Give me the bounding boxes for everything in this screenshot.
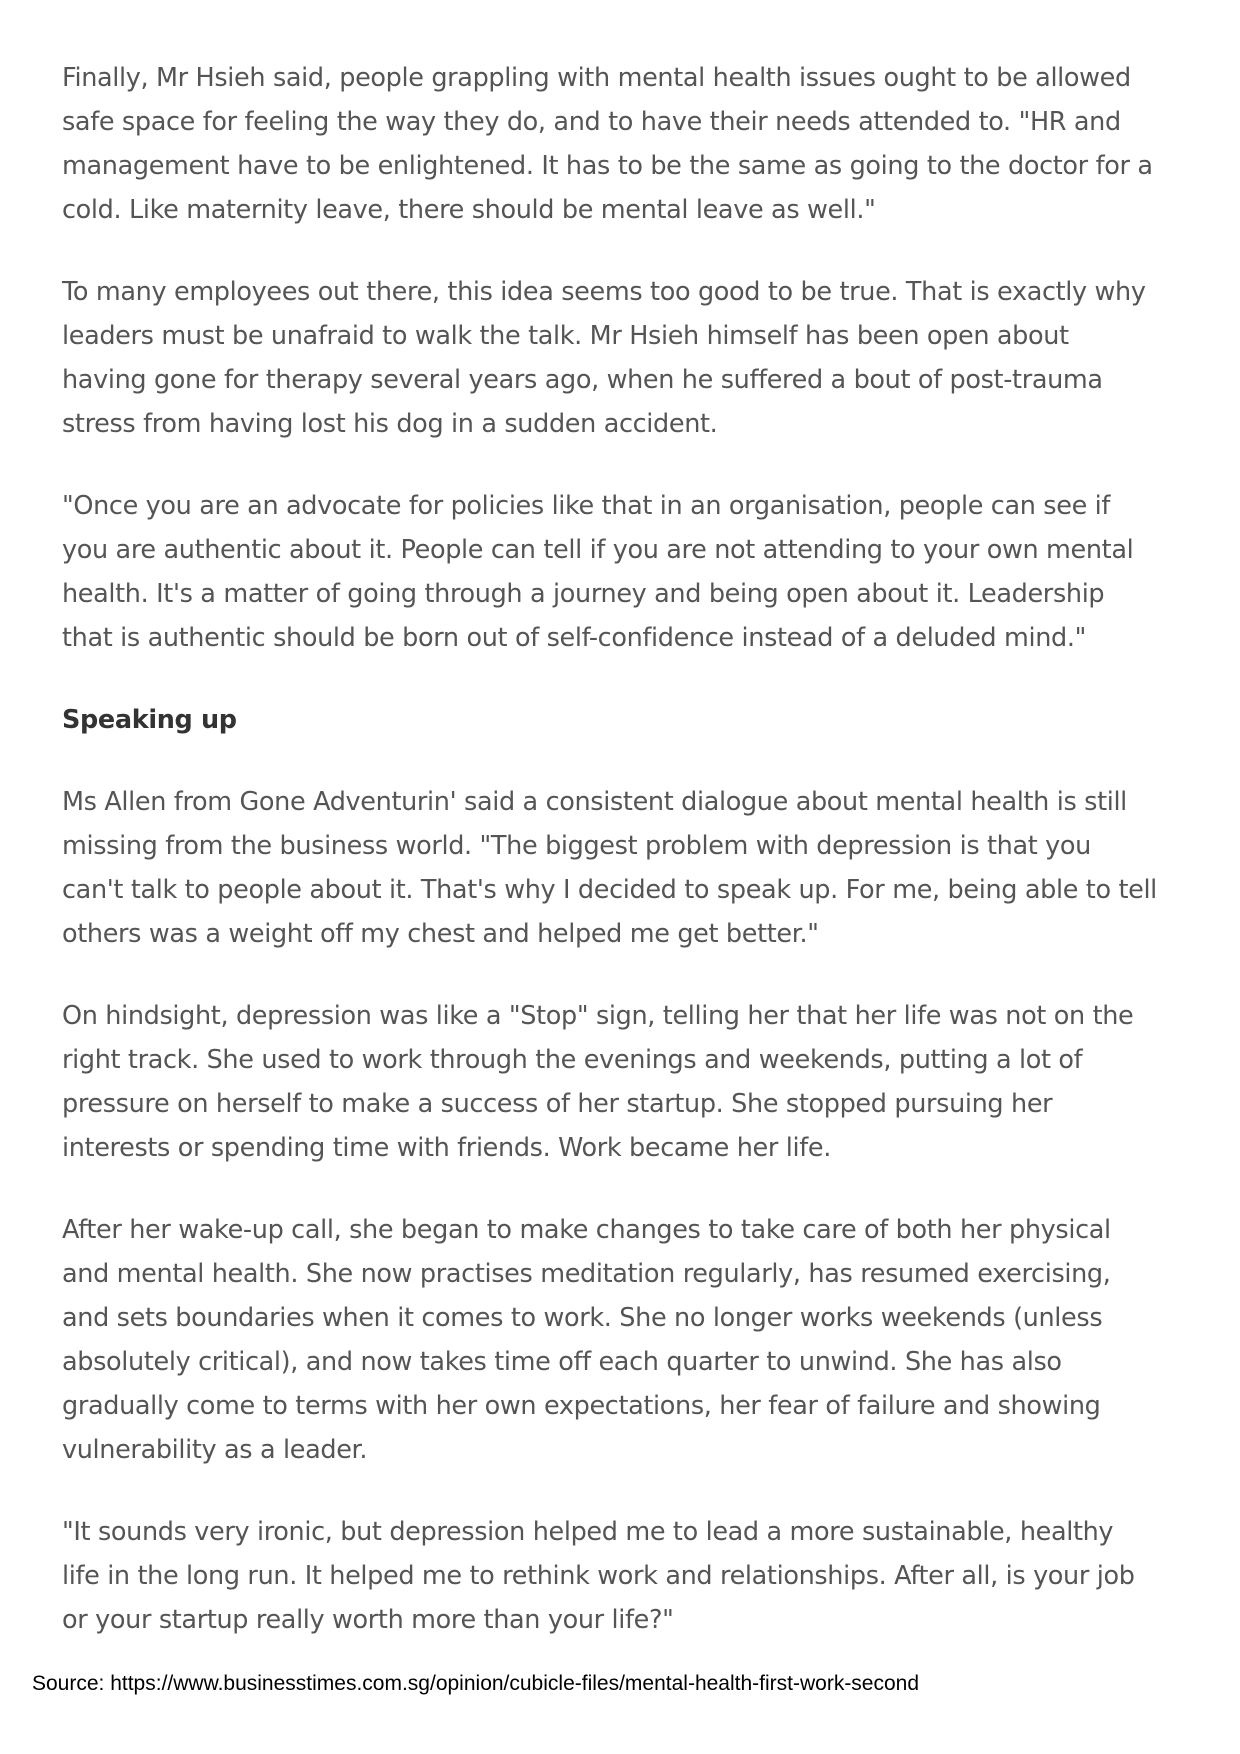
paragraph-authentic-leadership: "Once you are an advocate for policies like that in an organisation, people can see if you are authentic about it. People can tell if you are not attending to your own mental health. It's a matter of going through a journey and being open about it. Leadership that is authentic should be born out of self-confidence instead of a deluded mind." xyxy=(62,491,1134,653)
article-body xyxy=(62,56,1157,1680)
paragraph-allen-speak-up: Ms Allen from Gone Adventurin' said a consistent dialogue about mental health is still missing from the business world. "The biggest problem with depression is that you can't talk to people about it. That's why I decided to speak up. For me, being able to tell others was a weight off my chest and helped me get better." xyxy=(62,787,1157,949)
paragraph-walk-the-talk: To many employees out there, this idea seems too good to be true. That is exactly why leaders must be unafraid to walk the talk. Mr Hsieh himself has been open about having gone for therapy several years ago, when he suffered a bout of post-trauma stress from having lost his dog in a sudden accident. xyxy=(62,277,1146,439)
paragraph-hsieh-mental-leave: Finally, Mr Hsieh said, people grappling with mental health issues ought to be allowed safe space for feeling the way they do, and to have their needs attended to. "HR and management have to be enlightened. It has to be the same as going to the doctor for a cold. Like maternity leave, there should be mental leave as well." xyxy=(62,63,1153,225)
section-heading: Speaking up xyxy=(62,705,237,735)
source-citation: Source: https://www.businesstimes.com.sg/opinion/cubicle-files/mental-health-first-work-second xyxy=(32,1672,920,1695)
paragraph-closing-quote: "It sounds very ironic, but depression helped me to lead a more sustainable, healthy life in the long run. It helped me to rethink work and relationships. After all, is your job or your startup really worth more than your life?" xyxy=(62,1517,1135,1635)
paragraph-wake-up-call: After her wake-up call, she began to make changes to take care of both her physical and mental health. She now practises meditation regularly, has resumed exercising, and sets boundaries when it comes to work. She no longer works weekends (unless absolutely critical), and now takes time off each quarter to unwind. She has also gradually come to terms with her own expectations, her fear of failure and showing vulnerability as a leader. xyxy=(62,1215,1111,1465)
paragraph-stop-sign: On hindsight, depression was like a "Stop" sign, telling her that her life was not on the right track. She used to work through the evenings and weekends, putting a lot of pressure on herself to make a success of her startup. She stopped pursuing her interests or spending time with friends. Work became her life. xyxy=(62,1001,1134,1163)
